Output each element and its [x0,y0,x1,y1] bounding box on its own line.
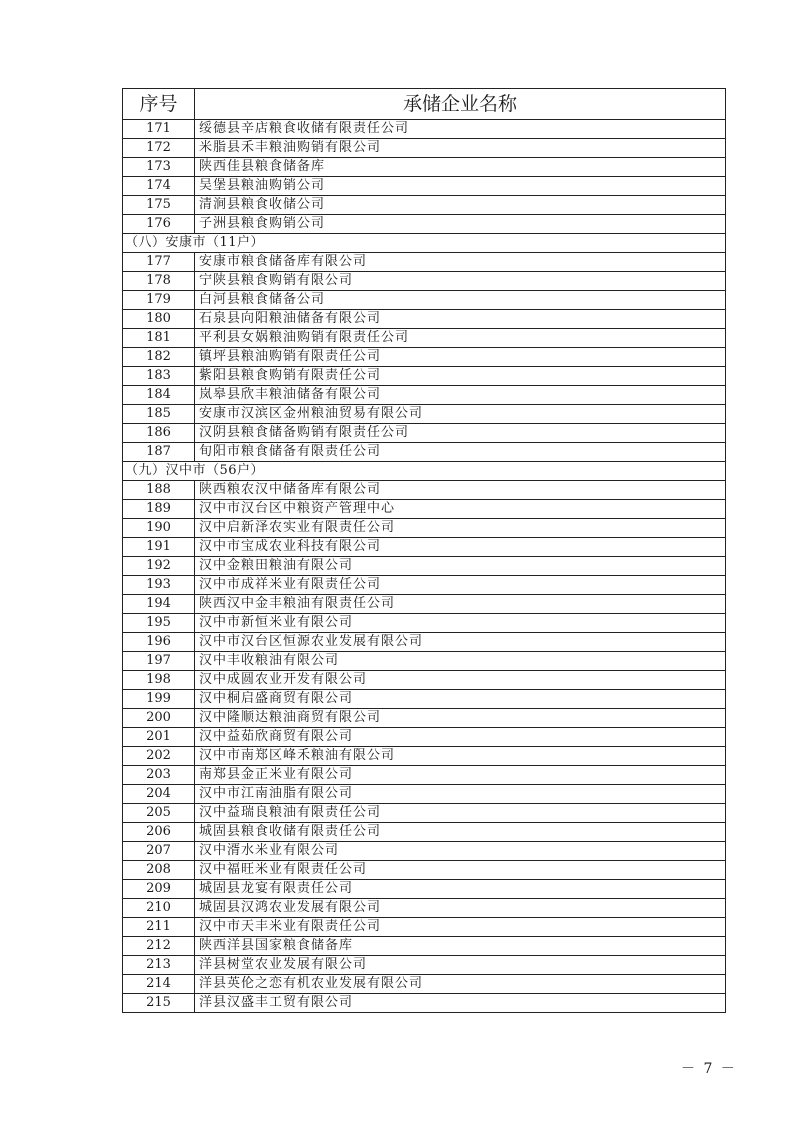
table-row [123,956,726,975]
enterprise-name: 汉中市汉台区中粮资产管理中心 [195,500,726,519]
table-row [123,918,726,937]
table-row [123,405,726,424]
table-row [123,158,726,177]
row-number: 185 [123,405,195,424]
row-number: 176 [123,215,195,234]
enterprise-name: 平利县女娲粮油购销有限责任公司 [195,329,726,348]
row-number: 171 [123,120,195,139]
row-number: 215 [123,994,195,1013]
table-row [123,215,726,234]
section-label: （八）安康市（11户） [123,234,726,253]
enterprise-name: 汉中市成祥米业有限责任公司 [195,576,726,595]
enterprise-name: 陕西粮农汉中储备库有限公司 [195,481,726,500]
enterprise-name: 汉中成圆农业开发有限公司 [195,671,726,690]
table-row [123,975,726,994]
enterprise-name: 汉中福旺米业有限责任公司 [195,861,726,880]
row-number: 186 [123,424,195,443]
enterprise-name: 城固县龙宴有限责任公司 [195,880,726,899]
enterprise-name: 陕西洋县国家粮食储备库 [195,937,726,956]
row-number: 196 [123,633,195,652]
column-header-name: 承储企业名称 [195,89,726,120]
enterprise-name: 白河县粮食储备公司 [195,291,726,310]
section-row [123,234,726,253]
table-row [123,652,726,671]
enterprise-name: 安康市粮食储备库有限公司 [195,253,726,272]
enterprise-name: 石泉县向阳粮油储备有限公司 [195,310,726,329]
enterprise-table [122,88,726,1013]
table-row [123,576,726,595]
enterprise-name: 汉中益茹欣商贸有限公司 [195,728,726,747]
enterprise-name: 汉中市汉台区恒源农业发展有限公司 [195,633,726,652]
table-row [123,481,726,500]
row-number: 193 [123,576,195,595]
row-number: 209 [123,880,195,899]
enterprise-name: 陕西汉中金丰粮油有限责任公司 [195,595,726,614]
row-number: 182 [123,348,195,367]
enterprise-name: 洋县树堂农业发展有限公司 [195,956,726,975]
row-number: 177 [123,253,195,272]
row-number: 172 [123,139,195,158]
enterprise-name: 汉中金粮田粮油有限公司 [195,557,726,576]
section-row [123,462,726,481]
table-row [123,861,726,880]
enterprise-name: 汉中启新泽农实业有限责任公司 [195,519,726,538]
row-number: 203 [123,766,195,785]
row-number: 174 [123,177,195,196]
row-number: 180 [123,310,195,329]
enterprise-name: 绥德县辛店粮食收储有限责任公司 [195,120,726,139]
table-row [123,120,726,139]
table-row [123,519,726,538]
row-number: 181 [123,329,195,348]
enterprise-name: 城固县粮食收储有限责任公司 [195,823,726,842]
row-number: 173 [123,158,195,177]
row-number: 208 [123,861,195,880]
enterprise-name: 汉中丰收粮油有限公司 [195,652,726,671]
table-row [123,880,726,899]
enterprise-name: 洋县汉盛丰工贸有限公司 [195,994,726,1013]
table-row [123,253,726,272]
table-row [123,538,726,557]
enterprise-name: 汉中市新恒米业有限公司 [195,614,726,633]
row-number: 207 [123,842,195,861]
table-row [123,747,726,766]
table-row [123,329,726,348]
page-number: － 7 － [681,1061,737,1077]
table-row [123,823,726,842]
table-row [123,348,726,367]
section-label: （九）汉中市（56户） [123,462,726,481]
table-row [123,690,726,709]
table-row [123,177,726,196]
enterprise-name: 汉中市宝成农业科技有限公司 [195,538,726,557]
table-row [123,272,726,291]
enterprise-name: 汉中市江南油脂有限公司 [195,785,726,804]
table-body [123,120,726,1013]
table-row [123,842,726,861]
row-number: 187 [123,443,195,462]
enterprise-name: 子洲县粮食购销公司 [195,215,726,234]
row-number: 205 [123,804,195,823]
table-row [123,728,726,747]
table-row [123,310,726,329]
row-number: 198 [123,671,195,690]
enterprise-name: 米脂县禾丰粮油购销有限公司 [195,139,726,158]
table-row [123,424,726,443]
row-number: 214 [123,975,195,994]
table-row [123,595,726,614]
row-number: 210 [123,899,195,918]
column-header-no: 序号 [123,89,195,120]
table-row [123,386,726,405]
table-header-row [123,89,726,120]
row-number: 183 [123,367,195,386]
enterprise-name: 吴堡县粮油购销公司 [195,177,726,196]
row-number: 189 [123,500,195,519]
enterprise-name: 汉中益瑞良粮油有限责任公司 [195,804,726,823]
table-row [123,139,726,158]
row-number: 204 [123,785,195,804]
table-row [123,443,726,462]
enterprise-name: 汉中隆顺达粮油商贸有限公司 [195,709,726,728]
table-row [123,500,726,519]
table-row [123,196,726,215]
enterprise-name: 宁陕县粮食购销有限公司 [195,272,726,291]
enterprise-name: 汉中市天丰米业有限责任公司 [195,918,726,937]
enterprise-name: 南郑县金正米业有限公司 [195,766,726,785]
row-number: 191 [123,538,195,557]
row-number: 212 [123,937,195,956]
enterprise-name: 汉中桐启盛商贸有限公司 [195,690,726,709]
table-row [123,785,726,804]
row-number: 201 [123,728,195,747]
table-row [123,291,726,310]
row-number: 175 [123,196,195,215]
table-row [123,557,726,576]
table-row [123,899,726,918]
table-row [123,367,726,386]
table-row [123,614,726,633]
table-row [123,766,726,785]
row-number: 194 [123,595,195,614]
enterprise-name: 旬阳市粮食储备有限责任公司 [195,443,726,462]
table-row [123,671,726,690]
enterprise-name: 镇坪县粮油购销有限责任公司 [195,348,726,367]
row-number: 184 [123,386,195,405]
enterprise-name: 安康市汉滨区金州粮油贸易有限公司 [195,405,726,424]
row-number: 206 [123,823,195,842]
row-number: 200 [123,709,195,728]
row-number: 178 [123,272,195,291]
row-number: 199 [123,690,195,709]
row-number: 213 [123,956,195,975]
enterprise-name: 汉阴县粮食储备购销有限责任公司 [195,424,726,443]
table-row [123,994,726,1013]
row-number: 211 [123,918,195,937]
row-number: 197 [123,652,195,671]
row-number: 190 [123,519,195,538]
enterprise-name: 洋县英伦之恋有机农业发展有限公司 [195,975,726,994]
enterprise-name: 城固县汉鸿农业发展有限公司 [195,899,726,918]
row-number: 188 [123,481,195,500]
enterprise-name: 岚皋县欣丰粮油储备有限公司 [195,386,726,405]
enterprise-name: 紫阳县粮食购销有限责任公司 [195,367,726,386]
enterprise-name: 汉中市南郑区峰禾粮油有限公司 [195,747,726,766]
enterprise-name: 汉中湑水米业有限公司 [195,842,726,861]
row-number: 192 [123,557,195,576]
row-number: 202 [123,747,195,766]
row-number: 179 [123,291,195,310]
table-row [123,937,726,956]
enterprise-name: 清涧县粮食收储公司 [195,196,726,215]
table-row [123,709,726,728]
table-row [123,804,726,823]
table-row [123,633,726,652]
enterprise-name: 陕西佳县粮食储备库 [195,158,726,177]
row-number: 195 [123,614,195,633]
